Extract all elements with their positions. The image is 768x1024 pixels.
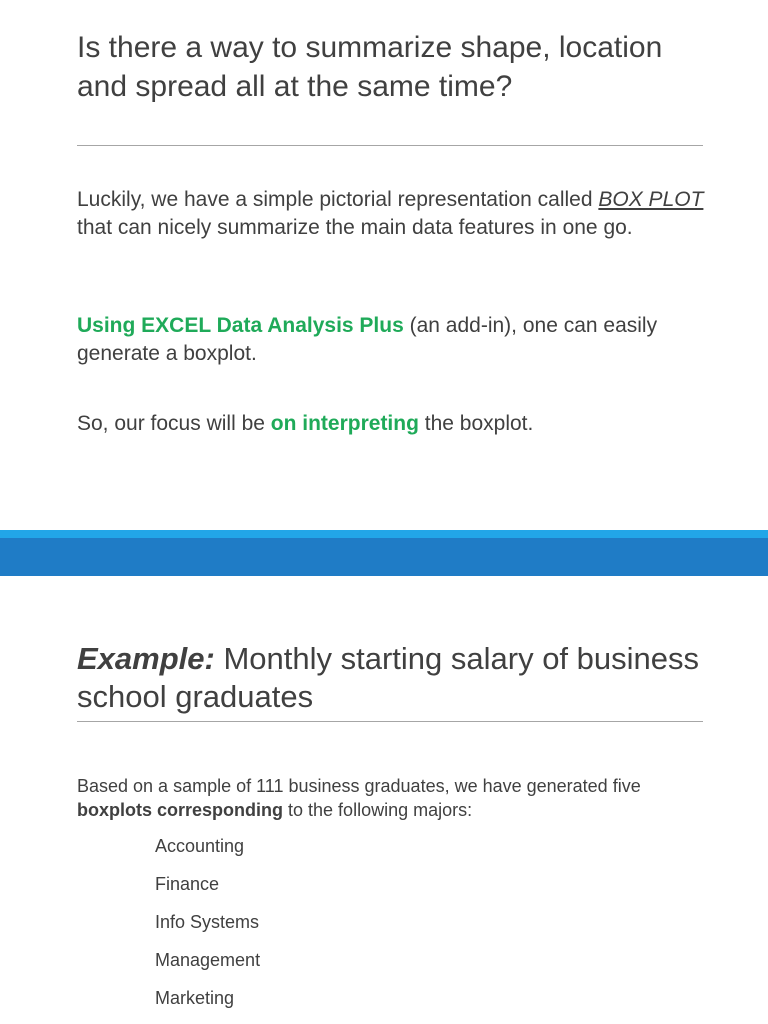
boxplots-bold: boxplots corresponding xyxy=(77,800,284,820)
title-text: Monthly starting salary of business school graduates xyxy=(77,641,700,714)
title-underline xyxy=(77,145,703,146)
example-label: Example: xyxy=(77,641,215,676)
paragraph-text: that can nicely summarize the main data features in one go. xyxy=(77,216,633,239)
title-underline xyxy=(77,721,703,722)
majors-list xyxy=(155,834,260,1024)
box-plot-paragraph xyxy=(77,186,705,242)
slide-1-title: Is there a way to summarize shape, location and spread all at the same time? xyxy=(77,31,663,103)
list-item: Accounting xyxy=(155,836,245,856)
paragraph-text: Based on a sample of 111 business graduates, we have generated five xyxy=(77,776,641,796)
paragraph-text: Luckily, we have a simple pictorial representation called xyxy=(77,188,599,211)
paragraph-text: (an add-in), one can easily generate a boxplot. xyxy=(77,314,658,365)
paragraph-text: So, our focus will be xyxy=(77,412,271,435)
focus-paragraph xyxy=(77,410,705,438)
sample-paragraph xyxy=(77,774,705,822)
list-item: Marketing xyxy=(155,988,235,1008)
list-item: Finance xyxy=(155,874,220,894)
interpreting-highlight: on interpreting xyxy=(270,412,419,435)
list-item: Management xyxy=(155,950,261,970)
slide-2 xyxy=(0,576,768,1024)
slide-divider xyxy=(0,530,768,576)
paragraph-text: the boxplot. xyxy=(418,412,534,435)
slide-2-title xyxy=(77,640,717,716)
list-item: Info Systems xyxy=(155,912,260,932)
excel-paragraph xyxy=(77,312,705,368)
box-plot-term: BOX PLOT xyxy=(598,188,704,211)
paragraph-text: to the following majors: xyxy=(283,800,473,820)
excel-highlight: Using EXCEL Data Analysis Plus xyxy=(77,314,404,337)
slide-divider-highlight xyxy=(0,530,768,538)
